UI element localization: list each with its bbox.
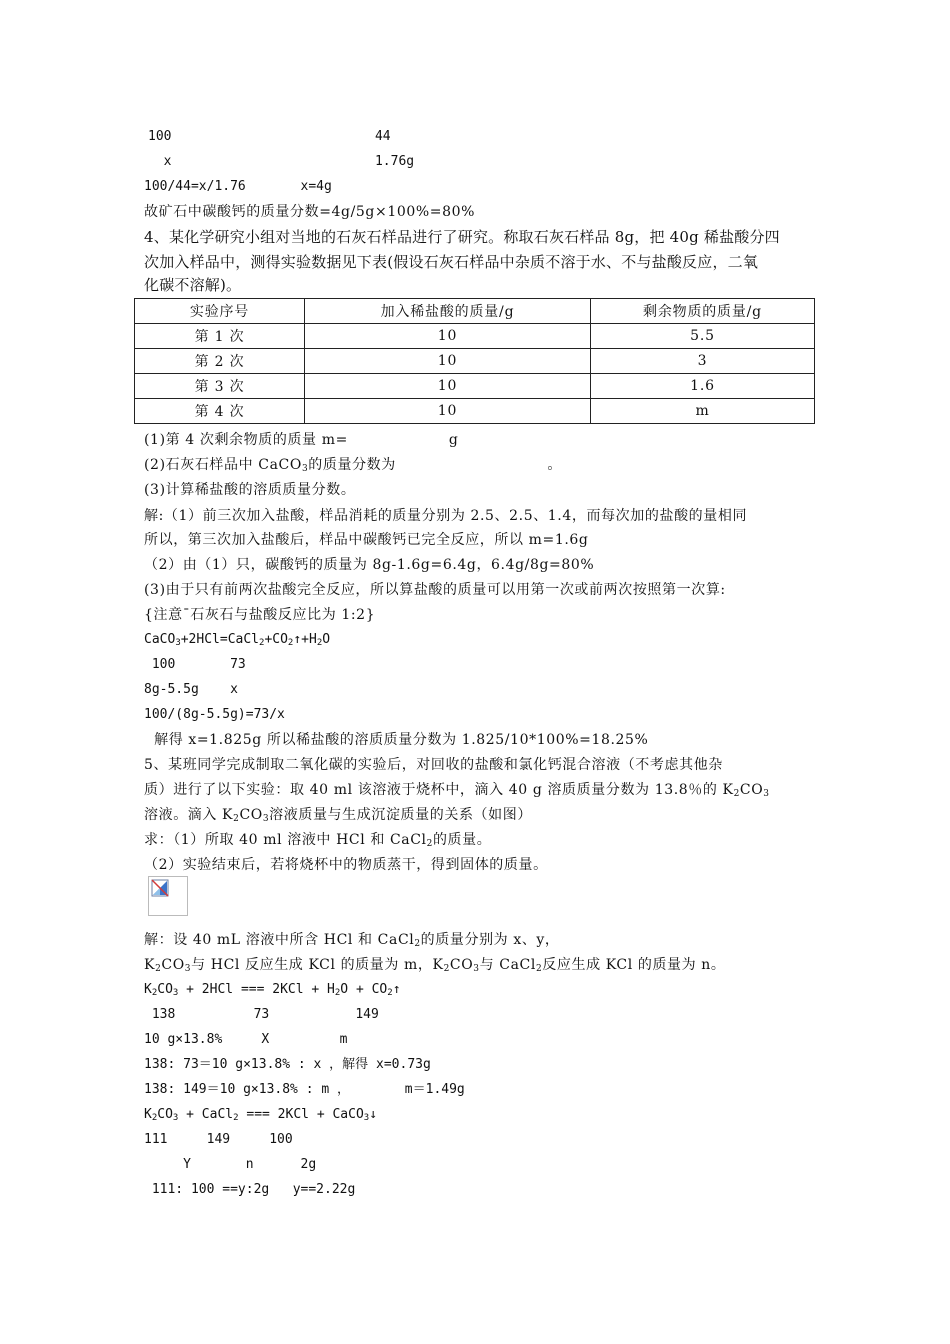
solution-line: （2）由（1）只，碳酸钙的质量为 8g-1.6g=6.4g，6.4g/8g=80%	[144, 557, 595, 573]
calc-line: 10 g×13.8% X m	[144, 1032, 348, 1047]
solution5-line: 解：设 40 mL 溶液中所含 HCl 和 CaCl$_2$的质量分别为 x、y，	[144, 932, 560, 949]
solution5-line: $K_2CO_3$与 HCl 反应生成 KCl 的质量为 m，$K_2CO_3$与 CaCl$_2$反应生成 KCl 的质量为 n。	[144, 957, 726, 974]
problem4-text: 化碳不溶解)。	[144, 276, 242, 294]
calc-line: x 1.76g	[148, 154, 415, 169]
question-1: (1)第 4 次剩余物质的质量 m= g	[144, 432, 459, 448]
table-row	[135, 374, 815, 399]
problem5-question: 求：（1）所取 40 ml 溶液中 HCl 和 CaCl$_2$的质量。	[144, 832, 492, 849]
table-cell: 第 1 次	[135, 324, 305, 349]
table-cell: 10	[305, 374, 591, 399]
table-row	[135, 399, 815, 424]
question-2-text: (2)石灰石样品中 CaCO	[144, 457, 302, 473]
table-cell: 1.6	[591, 374, 815, 399]
calc-line: 8g-5.5g x	[144, 682, 238, 697]
table-cell: 10	[305, 399, 591, 424]
solution-line: 解:（1）前三次加入盐酸，样品消耗的质量分别为 2.5、2.5、1.4，而每次加的盐酸的量相同	[144, 508, 748, 524]
problem4-text: 4、某化学研究小组对当地的石灰石样品进行了研究。称取石灰石样品 8g，把 40g 稀盐酸分四	[144, 228, 780, 246]
calc-line: 138 73 149	[144, 1007, 379, 1022]
calc-line: 111 149 100	[144, 1132, 293, 1147]
calc-line: 138: 149＝10 g×13.8% : m ， m＝1.49g	[144, 1082, 465, 1097]
table-cell: m	[591, 399, 815, 424]
question-2-text: 的质量分数为 。	[308, 457, 562, 473]
table-header: 加入稀盐酸的质量/g	[305, 299, 591, 324]
table-header: 实验序号	[135, 299, 305, 324]
problem5-text: 质）进行了以下实验：取 40 ml 该溶液于烧杯中，滴入 40 g 溶质质量分数为 13.8％的 $K_2CO_3$	[144, 782, 770, 799]
table-header-row	[135, 299, 815, 324]
calc-result: 解得 x=1.825g 所以稀盐酸的溶质质量分数为 1.825/10*100%=18.25%	[144, 732, 649, 748]
broken-image-icon	[148, 876, 188, 916]
question-2	[144, 456, 562, 474]
equation-caco3-hcl: $CaCO_3+2HCl=CaCl_2+CO_2↑+H_2O$	[144, 632, 331, 648]
calc-line: 100 44	[148, 129, 391, 144]
calc-line: 100/(8g-5.5g)=73/x	[144, 707, 285, 722]
question-3: (3)计算稀盐酸的溶质质量分数。	[144, 482, 356, 498]
calc-line: 100/44=x/1.76 x=4g	[144, 179, 332, 194]
table-row	[135, 349, 815, 374]
problem5-text: 5、某班同学完成制取二氧化碳的实验后，对回收的盐酸和氯化钙混合溶液（不考虑其他杂	[144, 757, 723, 773]
problem5-question: （2）实验结束后，若将烧杯中的物质蒸干，得到固体的质量。	[144, 857, 548, 873]
equation-k2co3-cacl2: $K_2CO_3$ + CaCl$_2$ === 2KCl + CaCO$_3$↓	[144, 1107, 378, 1123]
table-cell: 第 4 次	[135, 399, 305, 424]
calc-line: Y n 2g	[144, 1157, 317, 1172]
text-line: 故矿石中碳酸钙的质量分数=4g/5g×100%=80%	[144, 204, 475, 220]
table-cell: 10	[305, 324, 591, 349]
table-cell: 第 3 次	[135, 374, 305, 399]
table-cell: 10	[305, 349, 591, 374]
solution-line: {注意¯石灰石与盐酸反应比为 1:2}	[144, 607, 376, 623]
problem5-text: 溶液。滴入 $K_2CO_3$溶液质量与生成沉淀质量的关系（如图）	[144, 807, 532, 824]
table-header: 剩余物质的质量/g	[591, 299, 815, 324]
equation-k2co3-hcl: $K_2CO_3 + 2HCl$ === $2KCl + H_2O$ + $CO_2↑$	[144, 982, 401, 998]
subscript: 3	[301, 464, 309, 474]
table-row	[135, 324, 815, 349]
problem4-text: 次加入样品中，测得实验数据见下表(假设石灰石样品中杂质不溶于水、不与盐酸反应，二氧	[144, 253, 759, 271]
table-cell: 第 2 次	[135, 349, 305, 374]
table-cell: 3	[591, 349, 815, 374]
calc-line: 100 73	[144, 657, 246, 672]
table-cell: 5.5	[591, 324, 815, 349]
solution-line: 所以，第三次加入盐酸后，样品中碳酸钙已完全反应，所以 m=1.6g	[144, 532, 589, 548]
calc-line: 138: 73＝10 g×13.8% : x ，解得 x=0.73g	[144, 1057, 431, 1072]
calc-line: 111: 100 ==y:2g y==2.22g	[144, 1182, 356, 1197]
experiment-table	[134, 298, 815, 424]
solution-line: (3)由于只有前两次盐酸完全反应，所以算盐酸的质量可以用第一次或前两次按照第一次算:	[144, 582, 726, 598]
